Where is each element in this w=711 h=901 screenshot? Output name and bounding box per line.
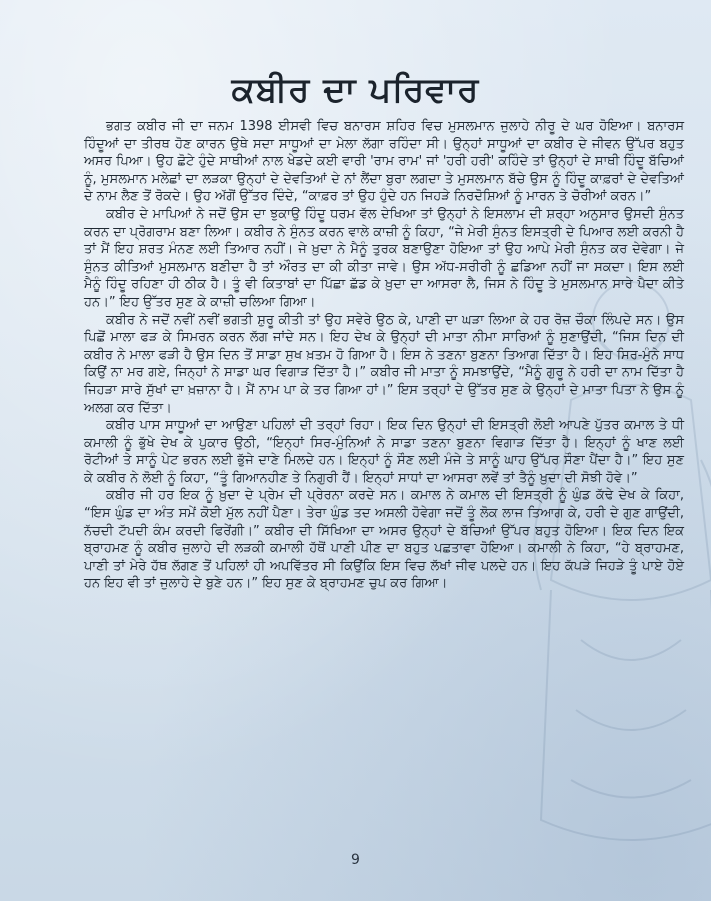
page-title: ਕਬੀਰ ਦਾ ਪਰਿਵਾਰ [231,70,480,110]
paragraph: ਕਬੀਰ ਪਾਸ ਸਾਧੂਆਂ ਦਾ ਆਉਣਾ ਪਹਿਲਾਂ ਦੀ ਤਰ੍ਹਾਂ ਰਿਹਾ। ਇਕ ਦਿਨ ਉਨ੍ਹਾਂ ਦੀ ਇਸਤ੍ਰੀ ਲੋਈ ਆਪਣੇ ਪੁੱਤਰ ਕਮਾਲ ਤੇ ਧੀ ਕਮਾਲੀ ਨੂੰ ਭੁੱਖੇ ਦੇਖ ਕੇ ਪੁਕਾਰ ਉਠੀ, “ਇਨ੍ਹਾਂ ਸਿਰ-ਮੁੰਨਿਆਂ ਨੇ ਸਾਡਾ ਤਣਨਾ ਬੁਣਨਾ ਵਿਗਾੜ ਦਿੱਤਾ ਹੈ। ਇਨ੍ਹਾਂ ਨੂੰ ਖਾਣ ਲਈ ਰੋਟੀਆਂ ਤੇ ਸਾਨੂੰ ਪੇਟ ਭਰਨ ਲਈ ਭੁੱਜੇ ਦਾਣੇ ਮਿਲਦੇ ਹਨ। ਇਨ੍ਹਾਂ ਨੂੰ ਸੌਣ ਲਈ ਮੰਜੇ ਤੇ ਸਾਨੂੰ ਘਾਹ ਉੱਪਰ ਸੌਣਾ ਪੈਂਦਾ ਹੈ।” ਇਹ ਸੁਣ ਕੇ ਕਬੀਰ ਨੇ ਲੋਈ ਨੂੰ ਕਿਹਾ, “ਤੂੰ ਗਿਆਨਹੀਣ ਤੇ ਨਿਗੁਰੀ ਹੈਂ। ਇਨ੍ਹਾਂ ਸਾਧਾਂ ਦਾ ਆਸਰਾ ਲਵੇਂ ਤਾਂ ਤੈਨੂੰ ਖ਼ੁਦਾ ਦੀ ਸੋਝੀ ਹੋਵੇ।” [84,418,684,486]
page-number: 9 [351,852,360,868]
body-text [84,118,684,593]
paragraph: ਕਬੀਰ ਜੀ ਹਰ ਇਕ ਨੂੰ ਖ਼ੁਦਾ ਦੇ ਪ੍ਰੇਮ ਦੀ ਪ੍ਰੇਰਨਾ ਕਰਦੇ ਸਨ। ਕਮਾਲ ਨੇ ਕਮਾਲ ਦੀ ਇਸਤ੍ਰੀ ਨੂੰ ਘੁੰਡ ਕੱਢੇ ਦੇਖ ਕੇ ਕਿਹਾ, “ਇਸ ਘੁੰਡ ਦਾ ਅੰਤ ਸਮੇਂ ਕੋਈ ਮੁੱਲ ਨਹੀਂ ਪੈਣਾ। ਤੇਰਾ ਘੁੰਡ ਤਦ ਅਸਲੀ ਹੋਵੇਗਾ ਜਦੋਂ ਤੂੰ ਲੋਕ ਲਾਜ ਤਿਆਗ ਕੇ, ਹਰੀ ਦੇ ਗੁਣ ਗਾਉਂਦੀ, ਨੱਚਦੀ ਟੱਪਦੀ ਕੰਮ ਕਰਦੀ ਫਿਰੇਂਗੀ।” ਕਬੀਰ ਦੀ ਸਿੱਖਿਆ ਦਾ ਅਸਰ ਉਨ੍ਹਾਂ ਦੇ ਬੱਚਿਆਂ ਉੱਪਰ ਬਹੁਤ ਹੋਇਆ। ਇਕ ਦਿਨ ਇਕ ਬ੍ਰਾਹਮਣ ਨੂੰ ਕਬੀਰ ਜੁਲਾਹੇ ਦੀ ਲੜਕੀ ਕਮਾਲੀ ਹੱਥੋਂ ਪਾਣੀ ਪੀਣ ਦਾ ਬਹੁਤ ਪਛਤਾਵਾ ਹੋਇਆ। ਕਮਾਲੀ ਨੇ ਕਿਹਾ, “ਹੇ ਬ੍ਰਾਹਮਣ, ਪਾਣੀ ਤਾਂ ਮੇਰੇ ਹੱਥ ਲੱਗਣ ਤੋਂ ਪਹਿਲਾਂ ਹੀ ਅਪਵਿੱਤਰ ਸੀ ਕਿਉਂਕਿ ਇਸ ਵਿਚ ਲੱਖਾਂ ਜੀਵ ਪਲਦੇ ਹਨ। ਇਹ ਕੱਪੜੇ ਜਿਹੜੇ ਤੂੰ ਪਾਏ ਹੋਏ ਹਨ ਇਹ ਵੀ ਤਾਂ ਜੁਲਾਹੇ ਦੇ ਬੁਣੇ ਹਨ।” ਇਹ ਸੁਣ ਕੇ ਬ੍ਰਾਹਮਣ ਚੁਪ ਕਰ ਗਿਆ। [84,488,684,592]
paragraph: ਕਬੀਰ ਦੇ ਮਾਪਿਆਂ ਨੇ ਜਦੋਂ ਉਸ ਦਾ ਝੁਕਾਉ ਹਿੰਦੂ ਧਰਮ ਵੱਲ ਦੇਖਿਆ ਤਾਂ ਉਨ੍ਹਾਂ ਨੇ ਇਸਲਾਮ ਦੀ ਸ਼ਰ੍ਹਾ ਅਨੁਸਾਰ ਉਸਦੀ ਸੁੰਨਤ ਕਰਨ ਦਾ ਪ੍ਰੋਗਰਾਮ ਬਣਾ ਲਿਆ। ਕਬੀਰ ਨੇ ਸੁੰਨਤ ਕਰਨ ਵਾਲੇ ਕਾਜ਼ੀ ਨੂੰ ਕਿਹਾ, “ਜੇ ਮੇਰੀ ਸੁੰਨਤ ਇਸਤ੍ਰੀ ਦੇ ਪਿਆਰ ਲਈ ਕਰਨੀ ਹੈ ਤਾਂ ਮੈਂ ਇਹ ਸ਼ਰਤ ਮੰਨਣ ਲਈ ਤਿਆਰ ਨਹੀਂ। ਜੇ ਖ਼ੁਦਾ ਨੇ ਮੈਨੂੰ ਤੁਰਕ ਬਣਾਉਣਾ ਹੋਇਆ ਤਾਂ ਉਹ ਆਪੇ ਮੇਰੀ ਸੁੰਨਤ ਕਰ ਦੇਵੇਗਾ। ਜੇ ਸੁੰਨਤ ਕੀਤਿਆਂ ਮੁਸਲਮਾਨ ਬਣੀਦਾ ਹੈ ਤਾਂ ਔਰਤ ਦਾ ਕੀ ਕੀਤਾ ਜਾਵੇ। ਉਸ ਅੱਧ-ਸਰੀਰੀ ਨੂੰ ਛਡਿਆ ਨਹੀਂ ਜਾ ਸਕਦਾ। ਇਸ ਲਈ ਮੈਨੂੰ ਹਿੰਦੂ ਰਹਿਣਾ ਹੀ ਠੀਕ ਹੈ। ਤੂੰ ਵੀ ਕਿਤਾਬਾਂ ਦਾ ਪਿੱਛਾ ਛੱਡ ਕੇ ਖ਼ੁਦਾ ਦਾ ਆਸਰਾ ਲੈ, ਜਿਸ ਨੇ ਹਿੰਦੂ ਤੇ ਮੁਸਲਮਾਨ ਸਾਰੇ ਪੈਦਾ ਕੀਤੇ ਹਨ।” ਇਹ ਉੱਤਰ ਸੁਣ ਕੇ ਕਾਜ਼ੀ ਚਲਿਆ ਗਿਆ। [84,206,684,310]
paragraph: ਭਗਤ ਕਬੀਰ ਜੀ ਦਾ ਜਨਮ 1398 ਈਸਵੀ ਵਿਚ ਬਨਾਰਸ ਸ਼ਹਿਰ ਵਿਚ ਮੁਸਲਮਾਨ ਜੁਲਾਹੇ ਨੀਰੂ ਦੇ ਘਰ ਹੋਇਆ। ਬਨਾਰਸ ਹਿੰਦੂਆਂ ਦਾ ਤੀਰਥ ਹੋਣ ਕਾਰਨ ਉਥੇ ਸਦਾ ਸਾਧੂਆਂ ਦਾ ਮੇਲਾ ਲੱਗਾ ਰਹਿੰਦਾ ਸੀ। ਉਨ੍ਹਾਂ ਸਾਧੂਆਂ ਦਾ ਕਬੀਰ ਦੇ ਜੀਵਨ ਉੱਪਰ ਬਹੁਤ ਅਸਰ ਪਿਆ। ਉਹ ਛੋਟੇ ਹੁੰਦੇ ਸਾਥੀਆਂ ਨਾਲ ਖੇਡਦੇ ਕਈ ਵਾਰੀ 'ਰਾਮ ਰਾਮ' ਜਾਂ 'ਹਰੀ ਹਰੀ' ਕਹਿੰਦੇ ਤਾਂ ਉਨ੍ਹਾਂ ਦੇ ਸਾਥੀ ਹਿੰਦੂ ਬੱਚਿਆਂ ਨੂੰ, ਮੁਸਲਮਾਨ ਮਲੇਛਾਂ ਦਾ ਲੜਕਾ ਉਨ੍ਹਾਂ ਦੇ ਦੇਵਤਿਆਂ ਦੇ ਨਾਂ ਲੈਂਦਾ ਬੁਰਾ ਲਗਦਾ ਤੇ ਮੁਸਲਮਾਨ ਬੱਚੇ ਉਸ ਨੂੰ ਹਿੰਦੂ ਕਾਫ਼ਰਾਂ ਦੇ ਦੇਵਤਿਆਂ ਦੇ ਨਾਮ ਲੈਣ ਤੋਂ ਰੋਕਦੇ। ਉਹ ਅੱਗੋਂ ਉੱਤਰ ਦਿੰਦੇ, “ਕਾਫ਼ਰ ਤਾਂ ਉਹ ਹੁੰਦੇ ਹਨ ਜਿਹੜੇ ਨਿਰਦੋਸ਼ਿਆਂ ਨੂੰ ਮਾਰਨ ਤੇ ਚੋਰੀਆਂ ਕਰਨ।” [84,119,684,205]
paragraph: ਕਬੀਰ ਨੇ ਜਦੋਂ ਨਵੀਂ ਨਵੀਂ ਭਗਤੀ ਸ਼ੁਰੂ ਕੀਤੀ ਤਾਂ ਉਹ ਸਵੇਰੇ ਉਠ ਕੇ, ਪਾਣੀ ਦਾ ਘੜਾ ਲਿਆ ਕੇ ਹਰ ਰੋਜ਼ ਚੌਕਾ ਲਿੰਪਦੇ ਸਨ। ਉਸ ਪਿਛੋਂ ਮਾਲਾ ਫੜ ਕੇ ਸਿਮਰਨ ਕਰਨ ਲੱਗ ਜਾਂਦੇ ਸਨ। ਇਹ ਦੇਖ ਕੇ ਉਨ੍ਹਾਂ ਦੀ ਮਾਤਾ ਨੀਮਾ ਸਾਰਿਆਂ ਨੂੰ ਸੁਣਾਉਂਦੀ, “ਜਿਸ ਦਿਨ ਦੀ ਕਬੀਰ ਨੇ ਮਾਲਾ ਫੜੀ ਹੈ ਉਸ ਦਿਨ ਤੋਂ ਸਾਡਾ ਸੁਖ ਖ਼ਤਮ ਹੋ ਗਿਆ ਹੈ। ਇਸ ਨੇ ਤਣਨਾ ਬੁਣਨਾ ਤਿਆਗ ਦਿੱਤਾ ਹੈ। ਇਹ ਸਿਰ-ਮੁੰਨੇ ਸਾਧ ਕਿਉਂ ਨਾ ਮਰ ਗਏ, ਜਿਨ੍ਹਾਂ ਨੇ ਸਾਡਾ ਘਰ ਵਿਗਾੜ ਦਿੱਤਾ ਹੈ।” ਕਬੀਰ ਜੀ ਮਾਤਾ ਨੂੰ ਸਮਝਾਉਂਦੇ, “ਮੈਨੂੰ ਗੁਰੂ ਨੇ ਹਰੀ ਦਾ ਨਾਮ ਦਿੱਤਾ ਹੈ ਜਿਹੜਾ ਸਾਰੇ ਸੁੱਖਾਂ ਦਾ ਖ਼ਜ਼ਾਨਾ ਹੈ। ਮੈਂ ਨਾਮ ਪਾ ਕੇ ਤਰ ਗਿਆ ਹਾਂ।” ਇਸ ਤਰ੍ਹਾਂ ਦੇ ਉੱਤਰ ਸੁਣ ਕੇ ਉਨ੍ਹਾਂ ਦੇ ਮਾਤਾ ਪਿਤਾ ਨੇ ਉਸ ਨੂੰ ਅਲਗ ਕਰ ਦਿੱਤਾ। [84,312,684,416]
